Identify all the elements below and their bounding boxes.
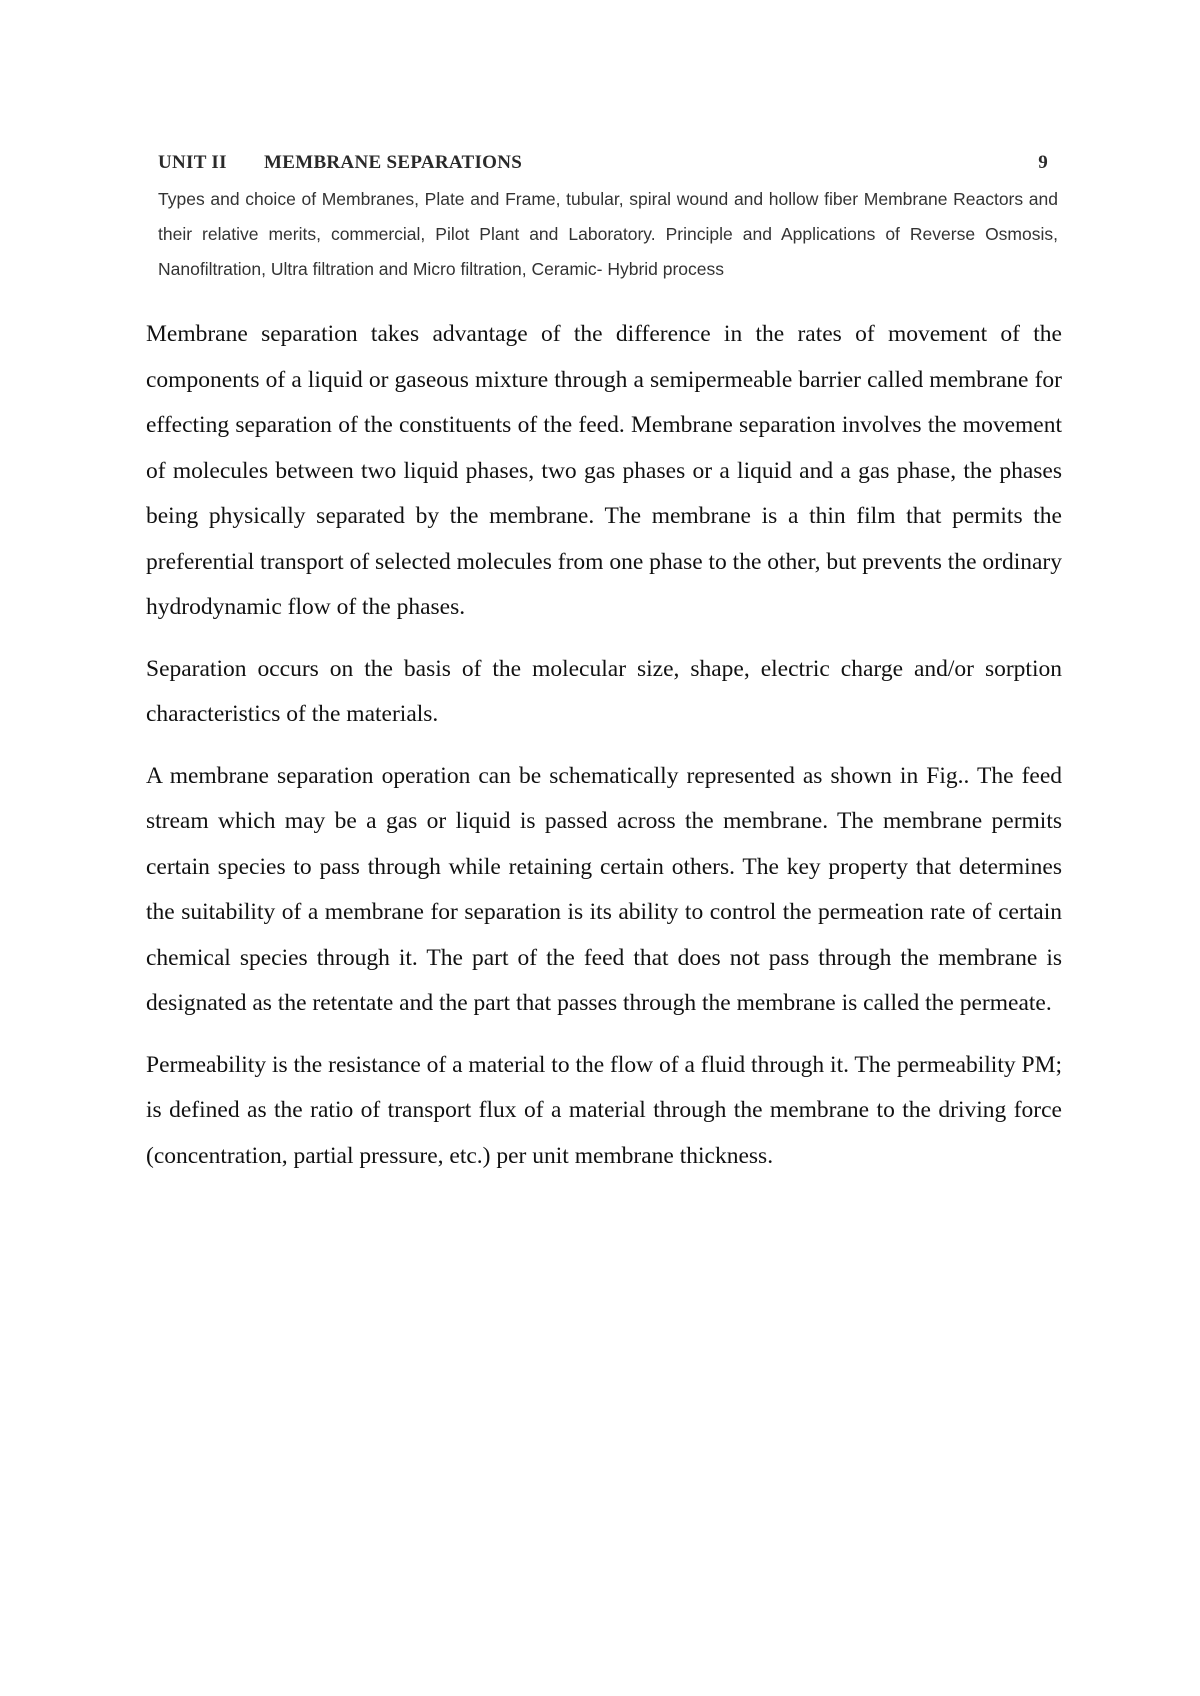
paragraph: Permeability is the resistance of a material to the flow of a fluid through it. The permeability PM; is defined as the ratio of transport flux of a material through the membrane to the driving force (concentration, partial pressure, etc.) per unit membrane thickness. <box>146 1051 1062 1169</box>
syllabus-text: Types and choice of Membranes, Plate and Frame, tubular, spiral wound and hollow fiber Membrane Reactors and their relative merits, commercial, Pilot Plant and Laboratory. Principle and Applications of Reverse Osmosis, Nanofiltration, Ultra filtration and Micro filtration, Ceramic- Hybrid process <box>158 189 1058 279</box>
paragraph: Separation occurs on the basis of the molecular size, shape, electric charge and/or sorption characteristics of the materials. <box>146 655 1062 727</box>
paragraph: A membrane separation operation can be schematically represented as shown in Fig.. The feed stream which may be a gas or liquid is passed across the membrane. The membrane permits certain species to pass through while retaining certain others. The key property that determines the suitability of a membrane for separation is its ability to control the permeation rate of certain chemical species through it. The part of the feed that does not pass through the membrane is designated as the retentate and the part that passes through the membrane is called the permeate. <box>146 762 1062 1016</box>
syllabus-header <box>158 148 1058 287</box>
unit-hours: 9 <box>1038 152 1048 173</box>
paragraph: Membrane separation takes advantage of the difference in the rates of movement of the components of a liquid or gaseous mixture through a semipermeable barrier called membrane for effecting separation of the constituents of the feed. Membrane separation involves the movement of molecules between two liquid phases, two gas phases or a liquid and a gas phase, the phases being physically separated by the membrane. The membrane is a thin film that permits the preferential transport of selected molecules from one phase to the other, but prevents the ordinary hydrodynamic flow of the phases. <box>146 321 1062 620</box>
document-body <box>146 312 1062 1195</box>
unit-title: MEMBRANE SEPARATIONS <box>264 152 523 173</box>
unit-label: UNIT II <box>158 152 227 173</box>
unit-heading <box>158 148 1058 176</box>
